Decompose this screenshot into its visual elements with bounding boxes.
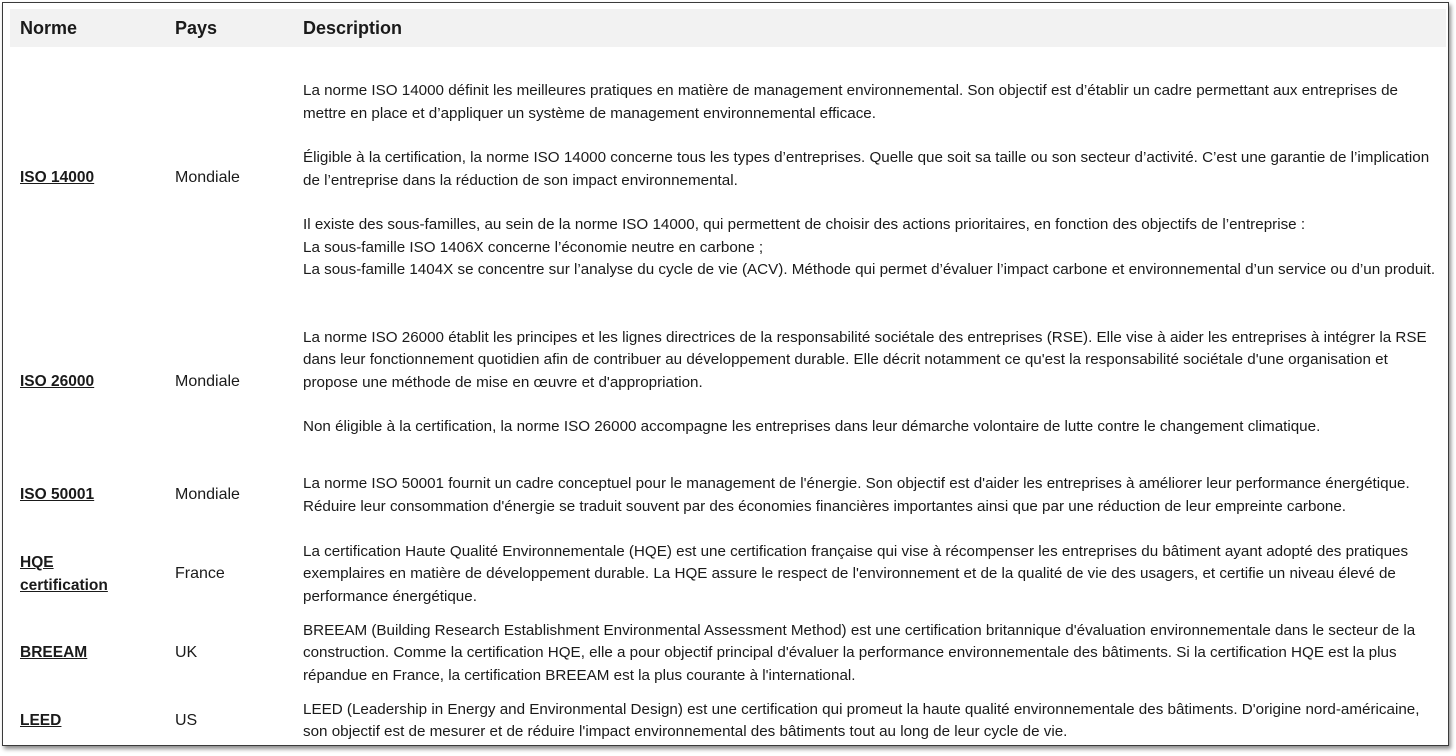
description-paragraph: Éligible à la certification, la norme ISO 14000 concerne tous les types d’entreprises. Quelle que soit sa taille ou son secteur d’activité. C’est une garantie de l’implication de l’entreprise dans la réduction de son impact environnemental.: [303, 149, 1430, 189]
norme-link[interactable]: [10, 535, 165, 614]
header-norme: Norme: [20, 17, 78, 38]
norme-link-text[interactable]: ISO 14000: [20, 168, 95, 186]
description-paragraph: Non éligible à la certification, la norme ISO 26000 accompagne les entreprises dans leur démarche volontaire de lutte contre le changement climatique.: [303, 418, 1321, 435]
table-row: [10, 309, 1446, 456]
description-paragraph: La norme ISO 14000 définit les meilleures pratiques en matière de management environnemental. Son objectif est d’établir un cadre permettant aux entreprises de mettre en place et d’appliquer un système de management environnemental efficace.: [303, 82, 1398, 122]
norme-link[interactable]: [10, 309, 165, 456]
description-cell: [293, 693, 1446, 749]
header-pays: Pays: [175, 17, 218, 38]
table-row: [10, 535, 1446, 614]
norme-link[interactable]: [10, 47, 165, 309]
description-paragraph: LEED (Leadership in Energy and Environmental Design) est une certification qui promeut la haute qualité environnementale des bâtiments. D'origine nord-américaine, son objectif est de mesurer et de réduire l'impact environnemental des bâtiments tout au long de leur cycle de vie.: [303, 700, 1420, 740]
pays-cell: Mondiale: [175, 168, 240, 186]
pays-cell: UK: [175, 644, 198, 662]
pays-cell: Mondiale: [175, 373, 240, 391]
norme-link[interactable]: [10, 614, 165, 693]
description-paragraph: Il existe des sous-familles, au sein de la norme ISO 14000, qui permettent de choisir des actions prioritaires, en fonction des objectifs de l’entreprise : La sous-famille ISO 1406X concerne l’économie neutre en carbone ; La sous-famille 1404X se concentre sur l’analyse du cycle de vie (ACV). Méthode qui permet d’évaluer l’impact carbone et environnemental d’un service ou d’un produit.: [303, 216, 1436, 279]
description-cell: [293, 309, 1446, 456]
header-row: [10, 9, 1446, 47]
pays-cell: Mondiale: [175, 486, 240, 504]
table-row: [10, 456, 1446, 535]
norme-link[interactable]: [10, 456, 165, 535]
description-paragraph: La norme ISO 50001 fournit un cadre conceptuel pour le management de l'énergie. Son objectif est d'aider les entreprises à améliorer leur performance énergétique. Réduire leur consommation d'énergie se traduit souvent par des économies financières importantes ainsi que par une réduction de leur empreinte carbone.: [303, 475, 1410, 515]
description-paragraph: La certification Haute Qualité Environnementale (HQE) est une certification française qui vise à récompenser les entreprises du bâtiment ayant adopté des pratiques exemplaires en matière de développement durable. La HQE assure le respect de l'environnement et de la qualité de vie des usagers, et certifie un niveau élevé de performance énergétique.: [303, 542, 1409, 605]
description-cell: [293, 456, 1446, 535]
norme-link-text[interactable]: ISO 26000: [20, 373, 95, 391]
description-cell: [293, 535, 1446, 614]
table-row: [10, 614, 1446, 693]
norme-link-text[interactable]: ISO 50001: [20, 486, 95, 504]
table-frame: [2, 2, 1449, 746]
table-row: [10, 47, 1446, 309]
norms-table: [10, 9, 1446, 749]
description-paragraph: BREEAM (Building Research Establishment Environmental Assessment Method) est une certification britannique d'évaluation environnementale dans le secteur de la construction. Comme la certification HQE, elle a pour objectif principal d'évaluer la performance environnementale des bâtiments. Si la certification HQE est la plus répandue en France, la certification BREEAM est la plus courante à l'international.: [303, 621, 1416, 684]
header-description: Description: [303, 17, 403, 38]
pays-cell: France: [175, 565, 225, 583]
description-cell: [293, 614, 1446, 693]
description-paragraph: La norme ISO 26000 établit les principes et les lignes directrices de la responsabilité sociétale des entreprises (RSE). Elle vise à aider les entreprises à intégrer la RSE dans leur fonctionnement quotidien afin de contribuer au développement durable. Elle décrit notamment ce qu'est la responsabilité sociétale d'une organisation et propose une méthode de mise en œuvre et d'appropriation.: [303, 328, 1427, 391]
norme-link-text[interactable]: HQE certification: [20, 554, 108, 594]
norme-link-text[interactable]: BREEAM: [20, 644, 88, 662]
norme-link[interactable]: [10, 693, 165, 749]
description-cell: [293, 47, 1446, 309]
table-row: [10, 693, 1446, 749]
norme-link-text[interactable]: LEED: [20, 711, 62, 729]
pays-cell: US: [175, 711, 198, 729]
